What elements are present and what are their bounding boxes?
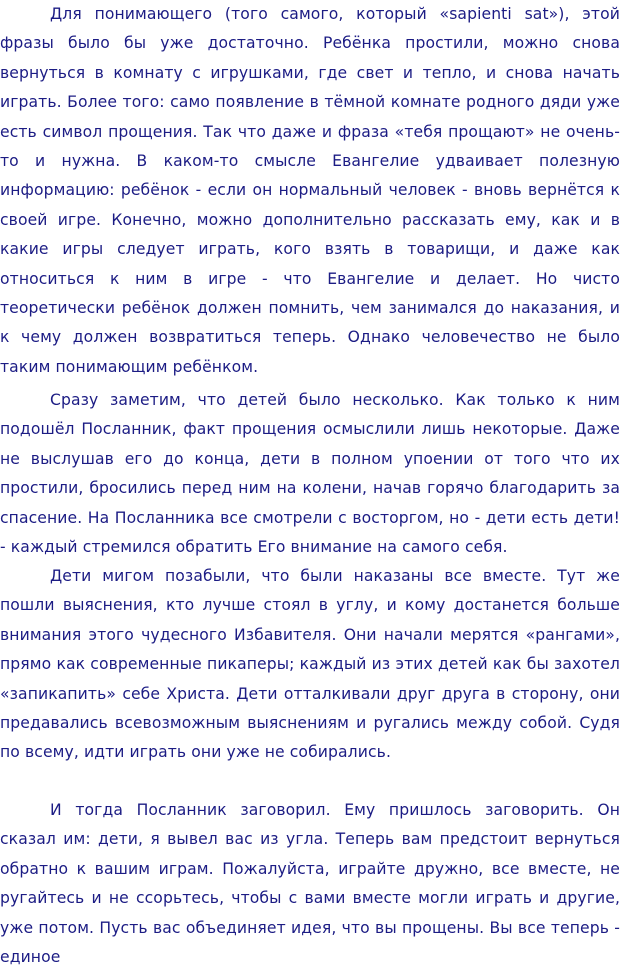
paragraph-2: Сразу заметим, что детей было несколько. Как только к ним подошёл Посланник, факт прощения осмыслили лишь некоторые. Даже не выслушав его до конца, дети в полном упоении от того что их простили, бросились перед ним на колени, начав горячо благодарить за спасение. На Посланника все смотрели с восторгом, но - дети есть дети! - каждый стремился обратить Его внимание на самого себя. [0, 391, 620, 557]
paragraph-3: Дети мигом позабыли, что были наказаны все вместе. Тут же пошли выяснения, кто лучше стоял в углу, и кому достанется больше внимания этого чудесного Избавителя. Они начали мерятся «рангами», прямо как современные пикаперы; каждый из этих детей как бы захотел «запикапить» себе Христа. Дети отталкивали друг друга в сторону, они предавались всевозможным выяснениям и ругались между собой. Судя по всему, идти играть они уже не собирались. [0, 567, 620, 762]
paragraph-4: И тогда Посланник заговорил. Ему пришлось заговорить. Он сказал им: дети, я вывел вас из угла. Теперь вам предстоит вернуться обратно к вашим играм. Пожалуйста, играйте дружно, все вместе, не ругайтесь и не ссорьтесь, чтобы с вами вместе могли играть и другие, уже потом. Пусть вас объединяет идея, что вы прощены. Вы все теперь - единое [0, 801, 620, 967]
paragraph-1: Для понимающего (того самого, который «sapienti sat»), этой фразы было бы уже достаточно. Ребёнка простили, можно снова вернуться в комнату с игрушками, где свет и тепло, и снова начать играть. Более того: само появление в тёмной комнате родного дяди уже есть символ прощения. Так что даже и фраза «тебя прощают» не очень-то и нужна. В каком-то смысле Евангелие удваивает полезную информацию: ребёнок - если он нормальный человек - вновь вернётся к своей игре. Конечно, можно дополнительно рассказать ему, как и в какие игры следует играть, кого взять в товарищи, и даже как относиться к ним в игре - что Евангелие и делает. Но чисто теоретически ребёнок должен помнить, чем занимался до наказания, и к чему должен возвратиться теперь. Однако человечество не было таким понимающим ребёнком. [0, 5, 620, 376]
